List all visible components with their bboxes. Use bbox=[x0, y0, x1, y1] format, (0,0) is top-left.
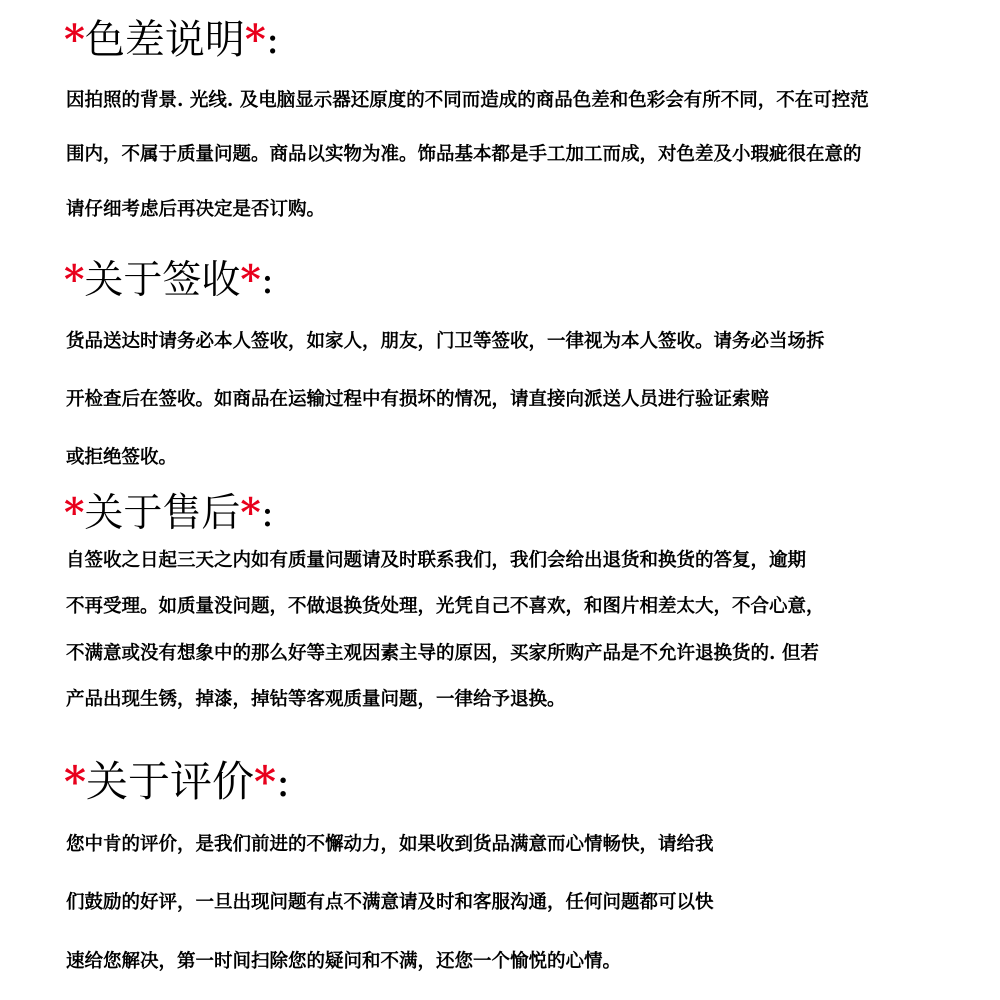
paragraph-line: 围内，不属于质量问题。商品以实物为准。饰品基本都是手工加工而成，对色差及小瑕疵很在意的 bbox=[66, 144, 862, 165]
paragraph-line: 您中肯的评价，是我们前进的不懈动力，如果收到货品满意而心情畅快，请给我 bbox=[66, 834, 714, 855]
heading-colon: : bbox=[260, 258, 274, 303]
paragraph-line: 或拒绝签收。 bbox=[66, 447, 178, 468]
paragraph-line: 们鼓励的好评，一旦出现问题有点不满意请及时和客服沟通，任何问题都可以快 bbox=[66, 892, 714, 913]
section-heading-reviews bbox=[64, 757, 291, 806]
star-icon: * bbox=[64, 16, 85, 63]
paragraph-line: 不再受理。如质量没问题，不做退换货处理，光凭自己不喜欢，和图片相差太大，不合心意， bbox=[66, 596, 825, 617]
heading-title: 色差说明 bbox=[84, 17, 245, 63]
star-icon: * bbox=[253, 757, 276, 806]
section-heading-after-sales bbox=[64, 490, 274, 536]
heading-colon: : bbox=[260, 491, 274, 536]
section-heading-color-difference bbox=[64, 16, 280, 63]
paragraph-line: 开检查后在签收。如商品在运输过程中有损坏的情况，请直接向派送人员进行验证索赔 bbox=[66, 389, 770, 410]
star-icon: * bbox=[240, 257, 261, 303]
paragraph-line: 自签收之日起三天之内如有质量问题请及时联系我们，我们会给出退货和换货的答复，逾期 bbox=[66, 550, 807, 571]
paragraph-line: 请仔细考虑后再决定是否订购。 bbox=[66, 199, 326, 220]
star-icon: * bbox=[64, 257, 85, 303]
star-icon: * bbox=[64, 490, 85, 536]
star-icon: * bbox=[64, 757, 86, 806]
heading-colon: : bbox=[275, 757, 291, 806]
star-icon: * bbox=[244, 16, 266, 63]
star-icon: * bbox=[240, 490, 261, 536]
paragraph-line: 因拍照的背景. 光线. 及电脑显示器还原度的不同而造成的商品色差和色彩会有所不同，不在可控范 bbox=[66, 90, 869, 111]
heading-title: 关于售后 bbox=[84, 491, 241, 536]
paragraph-line: 不满意或没有想象中的那么好等主观因素主导的原因，买家所购产品是不允许退换货的. 但若 bbox=[66, 643, 819, 664]
paragraph-line: 货品送达时请务必本人签收，如家人，朋友，门卫等签收，一律视为本人签收。请务必当场拆 bbox=[66, 331, 825, 352]
paragraph-line: 速给您解决，第一时间扫除您的疑问和不满，还您一个愉悦的心情。 bbox=[66, 951, 622, 972]
paragraph-line: 产品出现生锈，掉漆，掉钻等客观质量问题，一律给予退换。 bbox=[66, 689, 566, 710]
heading-title: 关于评价 bbox=[85, 757, 254, 806]
heading-title: 关于签收 bbox=[84, 258, 241, 303]
section-heading-receipt bbox=[64, 257, 274, 303]
heading-colon: : bbox=[265, 17, 280, 63]
